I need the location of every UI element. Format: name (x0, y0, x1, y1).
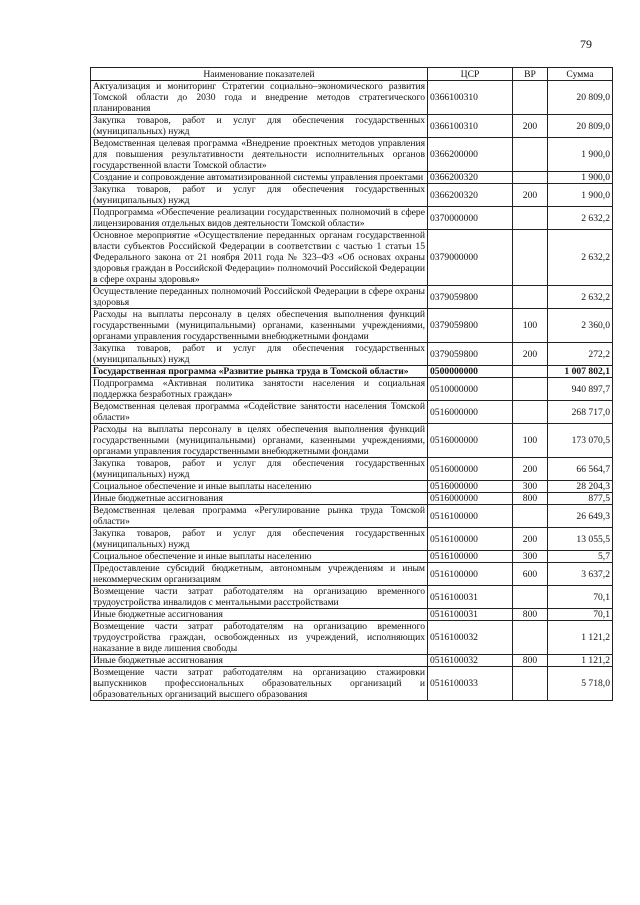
row-sum-cell: 877,5 (548, 493, 613, 505)
row-vr-cell (513, 207, 548, 230)
row-sum-cell: 26 649,3 (548, 505, 613, 528)
row-sum-cell: 13 055,5 (548, 528, 613, 551)
row-csr-cell: 0516100000 (428, 563, 513, 586)
table-row (91, 493, 613, 505)
row-csr-cell: 0516100032 (428, 655, 513, 667)
row-name-cell: Расходы на выплаты персоналу в целях обеспечения выполнения функций государственными (муниципальными) органами, казенными учреждениями, органами управления государственными внебюджетными фондами (91, 424, 428, 458)
row-vr-cell: 200 (513, 528, 548, 551)
row-sum-cell: 2 632,2 (548, 286, 613, 309)
row-csr-cell: 0366100310 (428, 115, 513, 138)
table-row (91, 309, 613, 343)
row-sum-cell: 2 360,0 (548, 309, 613, 343)
row-vr-cell (513, 138, 548, 172)
table-row (91, 230, 613, 286)
row-vr-cell (513, 621, 548, 655)
row-vr-cell: 800 (513, 609, 548, 621)
row-csr-cell: 0516000000 (428, 458, 513, 481)
row-vr-cell (513, 401, 548, 424)
header-csr: ЦСР (428, 68, 513, 81)
page-number: 79 (580, 37, 592, 51)
row-sum-cell: 5,7 (548, 551, 613, 563)
row-csr-cell: 0379000000 (428, 230, 513, 286)
row-vr-cell: 300 (513, 551, 548, 563)
table-row (91, 667, 613, 701)
row-sum-cell: 272,2 (548, 343, 613, 366)
row-name-cell: Социальное обеспечение и иные выплаты населению (91, 481, 428, 493)
table-row (91, 286, 613, 309)
row-sum-cell: 70,1 (548, 609, 613, 621)
row-sum-cell: 28 204,3 (548, 481, 613, 493)
row-name-cell: Иные бюджетные ассигнования (91, 609, 428, 621)
table-row (91, 366, 613, 378)
row-vr-cell: 200 (513, 115, 548, 138)
table-row (91, 401, 613, 424)
row-vr-cell: 200 (513, 458, 548, 481)
table-body (91, 81, 613, 701)
table-row (91, 505, 613, 528)
row-name-cell: Возмещение части затрат работодателям на организацию временного трудоустройства инвалидов с ментальными расстройствами (91, 586, 428, 609)
row-name-cell: Основное мероприятие «Осуществление переданных органам государственной власти субъектов Российской Федерации в соответствии с частью 1 статьи 15 Федерального закона от 21 ноября 2011 года № 323–ФЗ «Об основах охраны здоровья граждан в Российской Федерации» полномочий Российской Федерации в сфере охраны здоровья» (91, 230, 428, 286)
row-csr-cell: 0516100000 (428, 528, 513, 551)
row-csr-cell: 0516100032 (428, 621, 513, 655)
row-csr-cell: 0516000000 (428, 481, 513, 493)
row-sum-cell: 20 809,0 (548, 115, 613, 138)
row-csr-cell: 0516000000 (428, 401, 513, 424)
row-name-cell: Закупка товаров, работ и услуг для обеспечения государственных (муниципальных) нужд (91, 528, 428, 551)
table-row (91, 609, 613, 621)
table-row (91, 424, 613, 458)
row-vr-cell (513, 230, 548, 286)
row-name-cell: Ведомственная целевая программа «Внедрение проектных методов управления для повышения результативности деятельности исполнительных органов государственной власти Томской области» (91, 138, 428, 172)
header-name: Наименование показателей (91, 68, 428, 81)
table-row (91, 378, 613, 401)
row-vr-cell (513, 378, 548, 401)
row-csr-cell: 0366200320 (428, 184, 513, 207)
row-vr-cell (513, 505, 548, 528)
row-sum-cell: 5 718,0 (548, 667, 613, 701)
row-name-cell: Ведомственная целевая программа «Содействие занятости населения Томской области» (91, 401, 428, 424)
table-row (91, 81, 613, 115)
table-row (91, 586, 613, 609)
table-row (91, 172, 613, 184)
table-row (91, 343, 613, 366)
row-name-cell: Актуализация и мониторинг Стратегии социально–экономического развития Томской области до 2030 года и внедрение методов стратегического планирования (91, 81, 428, 115)
budget-table (90, 67, 613, 701)
row-sum-cell: 3 637,2 (548, 563, 613, 586)
row-csr-cell: 0370000000 (428, 207, 513, 230)
row-vr-cell (513, 81, 548, 115)
table-row (91, 528, 613, 551)
row-sum-cell: 2 632,2 (548, 230, 613, 286)
row-name-cell: Осуществление переданных полномочий Российской Федерации в сфере охраны здоровья (91, 286, 428, 309)
row-name-cell: Закупка товаров, работ и услуг для обеспечения государственных (муниципальных) нужд (91, 184, 428, 207)
row-name-cell: Возмещение части затрат работодателям на организацию временного трудоустройства граждан, освобожденных из учреждений, исполняющих наказание в виде лишения свободы (91, 621, 428, 655)
row-name-cell: Создание и сопровождение автоматизированной системы управления проектами (91, 172, 428, 184)
row-sum-cell: 20 809,0 (548, 81, 613, 115)
row-vr-cell: 800 (513, 655, 548, 667)
row-name-cell: Социальное обеспечение и иные выплаты населению (91, 551, 428, 563)
row-name-cell: Закупка товаров, работ и услуг для обеспечения государственных (муниципальных) нужд (91, 458, 428, 481)
row-csr-cell: 0516100031 (428, 609, 513, 621)
row-name-cell: Ведомственная целевая программа «Регулирование рынка труда Томской области» (91, 505, 428, 528)
row-vr-cell: 200 (513, 184, 548, 207)
row-vr-cell: 800 (513, 493, 548, 505)
row-sum-cell: 1 900,0 (548, 184, 613, 207)
row-vr-cell (513, 366, 548, 378)
row-sum-cell: 70,1 (548, 586, 613, 609)
row-vr-cell (513, 667, 548, 701)
table-row (91, 551, 613, 563)
row-csr-cell: 0379059800 (428, 309, 513, 343)
row-sum-cell: 1 121,2 (548, 621, 613, 655)
header-vr: ВР (513, 68, 548, 81)
row-name-cell: Иные бюджетные ассигнования (91, 655, 428, 667)
row-sum-cell: 268 717,0 (548, 401, 613, 424)
row-vr-cell (513, 172, 548, 184)
table-row (91, 621, 613, 655)
row-sum-cell: 2 632,2 (548, 207, 613, 230)
table-row (91, 481, 613, 493)
row-name-cell: Возмещение части затрат работодателям на организацию стажировки выпускников профессиональных образовательных организаций и образовательных организаций высшего образования (91, 667, 428, 701)
row-csr-cell: 0516100031 (428, 586, 513, 609)
row-csr-cell: 0366200320 (428, 172, 513, 184)
row-csr-cell: 0366100310 (428, 81, 513, 115)
row-sum-cell: 66 564,7 (548, 458, 613, 481)
row-name-cell: Расходы на выплаты персоналу в целях обеспечения выполнения функций государственными (муниципальными) органами, казенными учреждениями, органами управления государственными внебюджетными фондами (91, 309, 428, 343)
row-sum-cell: 173 070,5 (548, 424, 613, 458)
row-vr-cell: 300 (513, 481, 548, 493)
row-vr-cell: 100 (513, 309, 548, 343)
row-vr-cell: 600 (513, 563, 548, 586)
row-csr-cell: 0516000000 (428, 424, 513, 458)
row-csr-cell: 0510000000 (428, 378, 513, 401)
row-csr-cell: 0500000000 (428, 366, 513, 378)
row-sum-cell: 940 897,7 (548, 378, 613, 401)
header-sum: Сумма (548, 68, 613, 81)
row-sum-cell: 1 007 802,1 (548, 366, 613, 378)
table-header-row (91, 68, 613, 81)
table-row (91, 655, 613, 667)
row-csr-cell: 0379059800 (428, 286, 513, 309)
row-csr-cell: 0366200000 (428, 138, 513, 172)
row-name-cell: Государственная программа «Развитие рынка труда в Томской области» (91, 366, 428, 378)
row-vr-cell: 200 (513, 343, 548, 366)
row-vr-cell (513, 286, 548, 309)
row-name-cell: Закупка товаров, работ и услуг для обеспечения государственных (муниципальных) нужд (91, 115, 428, 138)
table-row (91, 207, 613, 230)
row-sum-cell: 1 121,2 (548, 655, 613, 667)
row-csr-cell: 0516100000 (428, 551, 513, 563)
row-csr-cell: 0516100000 (428, 505, 513, 528)
row-name-cell: Предоставление субсидий бюджетным, автономным учреждениям и иным некоммерческим организациям (91, 563, 428, 586)
row-csr-cell: 0516100033 (428, 667, 513, 701)
row-sum-cell: 1 900,0 (548, 138, 613, 172)
row-vr-cell (513, 586, 548, 609)
row-vr-cell: 100 (513, 424, 548, 458)
table-row (91, 563, 613, 586)
table-row (91, 458, 613, 481)
row-name-cell: Иные бюджетные ассигнования (91, 493, 428, 505)
row-name-cell: Закупка товаров, работ и услуг для обеспечения государственных (муниципальных) нужд (91, 343, 428, 366)
row-name-cell: Подпрограмма «Обеспечение реализации государственных полномочий в сфере лицензирования отдельных видов деятельности Томской области» (91, 207, 428, 230)
row-csr-cell: 0379059800 (428, 343, 513, 366)
row-sum-cell: 1 900,0 (548, 172, 613, 184)
table-row (91, 184, 613, 207)
table-row (91, 115, 613, 138)
row-csr-cell: 0516000000 (428, 493, 513, 505)
row-name-cell: Подпрограмма «Активная политика занятости населения и социальная поддержка безработных граждан» (91, 378, 428, 401)
table-row (91, 138, 613, 172)
